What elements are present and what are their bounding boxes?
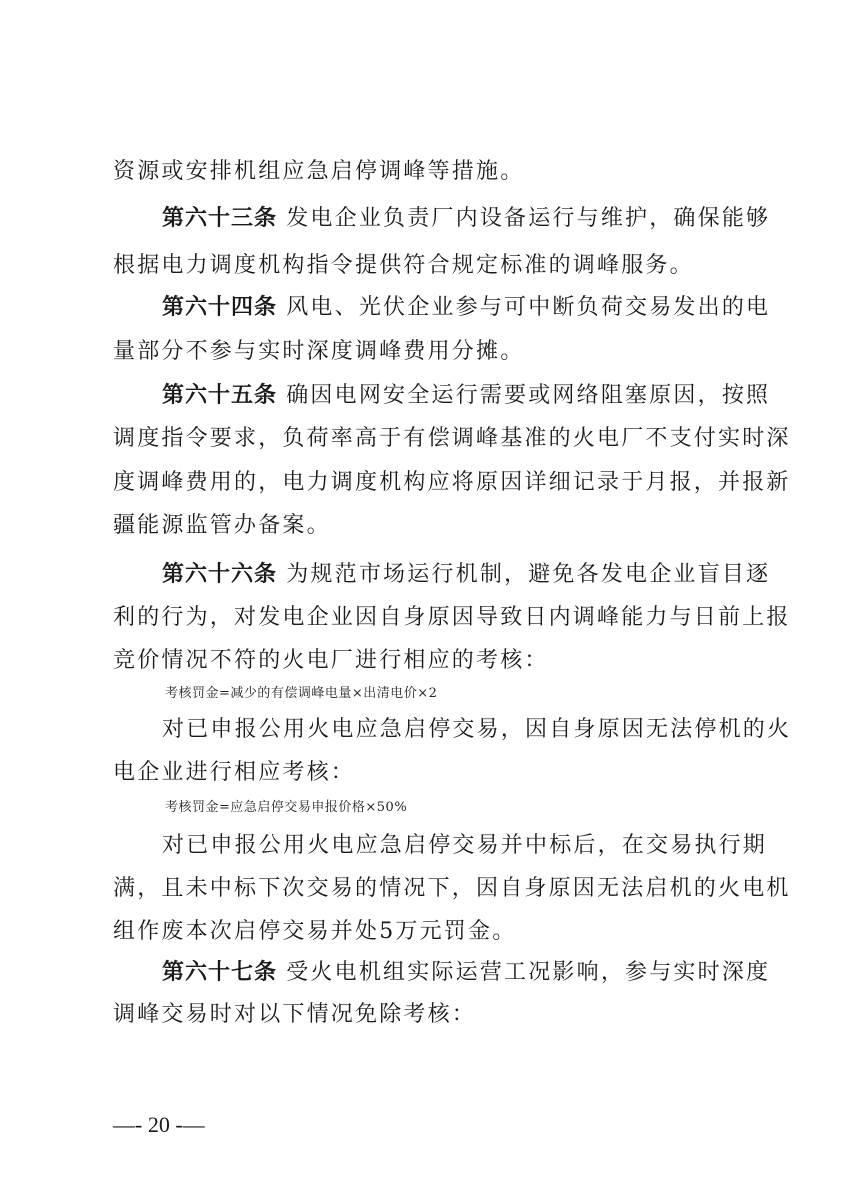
- article-text: 发电企业负责厂内设备运行与维护，确保能够: [286, 206, 771, 231]
- article-text: 确因电网安全运行需要或网络阻塞原因，按照: [286, 383, 771, 408]
- text-line: 资源或安排机组应急启停调峰等措施。: [113, 159, 525, 184]
- text-line: 疆能源监管办备案。: [113, 513, 331, 538]
- text-line: 对已申报公用火电应急启停交易，因自身原因无法停机的火: [162, 717, 792, 742]
- article-67: [162, 958, 771, 988]
- article-text: 受火电机组实际运营工况影响，参与实时深度: [286, 960, 771, 985]
- article-heading: 第六十七条: [162, 960, 278, 985]
- text-line: 量部分不参与实时深度调峰费用分摊。: [113, 339, 525, 364]
- text-line: 竞价情况不符的火电厂进行相应的考核：: [113, 648, 549, 673]
- text-line: 对已申报公用火电应急启停交易并中标后，在交易执行期: [162, 833, 768, 858]
- article-66: [162, 560, 771, 590]
- text-line: 根据电力调度机构指令提供符合规定标准的调峰服务。: [113, 253, 694, 278]
- text-line: 调峰交易时对以下情况免除考核：: [113, 1002, 477, 1027]
- penalty-formula: 考核罚金=减少的有偿调峰电量×出清电价×2: [165, 686, 438, 701]
- article-heading: 第六十四条: [162, 295, 278, 320]
- text-line: 调度指令要求，负荷率高于有偿调峰基准的火电厂不支付实时深: [113, 426, 791, 451]
- page-number: —- 20 -—: [113, 1112, 205, 1137]
- text-line: 满，且未中标下次交易的情况下，因自身原因无法启机的火电机: [113, 876, 791, 901]
- article-text: 为规范市场运行机制，避免各发电企业盲目逐: [286, 562, 771, 587]
- text-line: 度调峰费用的，电力调度机构应将原因详细记录于月报，并报新: [113, 470, 791, 495]
- article-text: 风电、光伏企业参与可中断负荷交易发出的电: [286, 295, 771, 320]
- article-heading: 第六十五条: [162, 383, 278, 408]
- article-65: [162, 381, 771, 411]
- article-63: [162, 204, 771, 234]
- text-line: 电企业进行相应考核：: [113, 760, 356, 785]
- penalty-formula: 考核罚金=应急启停交易申报价格×50%: [165, 800, 408, 815]
- article-heading: 第六十六条: [162, 562, 278, 587]
- text-line: 利的行为，对发电企业因自身原因导致日内调峰能力与日前上报: [113, 605, 791, 630]
- article-64: [162, 293, 771, 323]
- text-line: 组作废本次启停交易并处5万元罚金。: [113, 919, 517, 944]
- article-heading: 第六十三条: [162, 206, 278, 231]
